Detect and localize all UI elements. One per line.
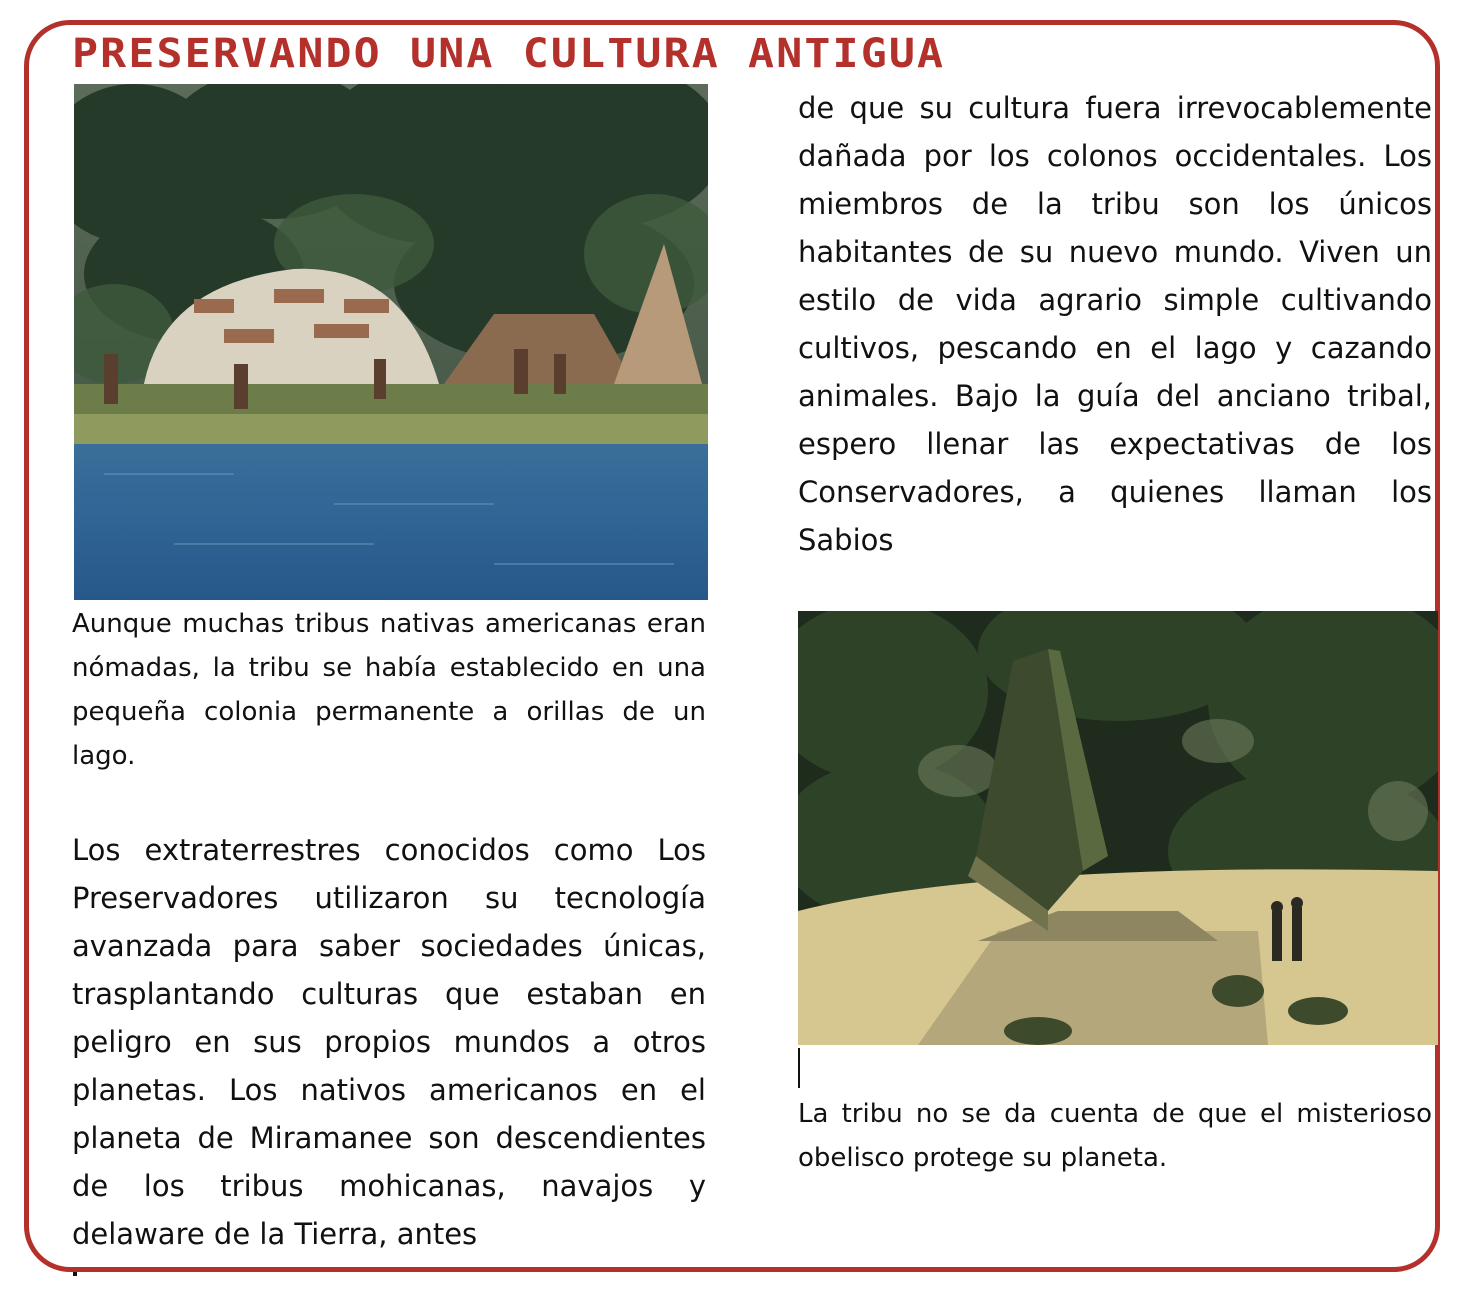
article-paragraph: Los extraterrestres conocidos como Los Preservadores utilizaron su tecnología avanzada para saber sociedades únicas, trasplantando culturas que estaban en peligro en sus propios mundos a otros planetas. Los nativos americanos en el planeta de Miramanee son descendientes de los tribus mohicanas, navajos y delaware de la Tierra, antes [72, 833, 706, 1251]
figure-caption: La tribu no se da cuenta de que el misterioso obelisco protege su planeta. [798, 1099, 1432, 1173]
article-paragraph-continued: de que su cultura fuera irrevocablemente dañada por los colonos occidentales. Los miembros de la tribu son los únicos habitantes de su nuevo mundo. Viven un estilo de vida agrario simple cultivando cultivos, pescando en el lago y cazando animales. Bajo la guía del anciano tribal, espero llenar las expectativas de los Conservadores, a quienes llaman los Sabios [798, 91, 1432, 557]
obelisk-photo [798, 611, 1438, 1045]
text-cursor [798, 1048, 800, 1088]
lakeside-village-photo [74, 84, 708, 600]
stray-period [73, 1272, 77, 1276]
figure-caption: Aunque muchas tribus nativas americanas eran nómadas, la tribu se había establecido en una pequeña colonia permanente a orillas de un lago. [72, 609, 706, 771]
page-title: PRESERVANDO UNA CULTURA ANTIGUA [72, 28, 952, 80]
